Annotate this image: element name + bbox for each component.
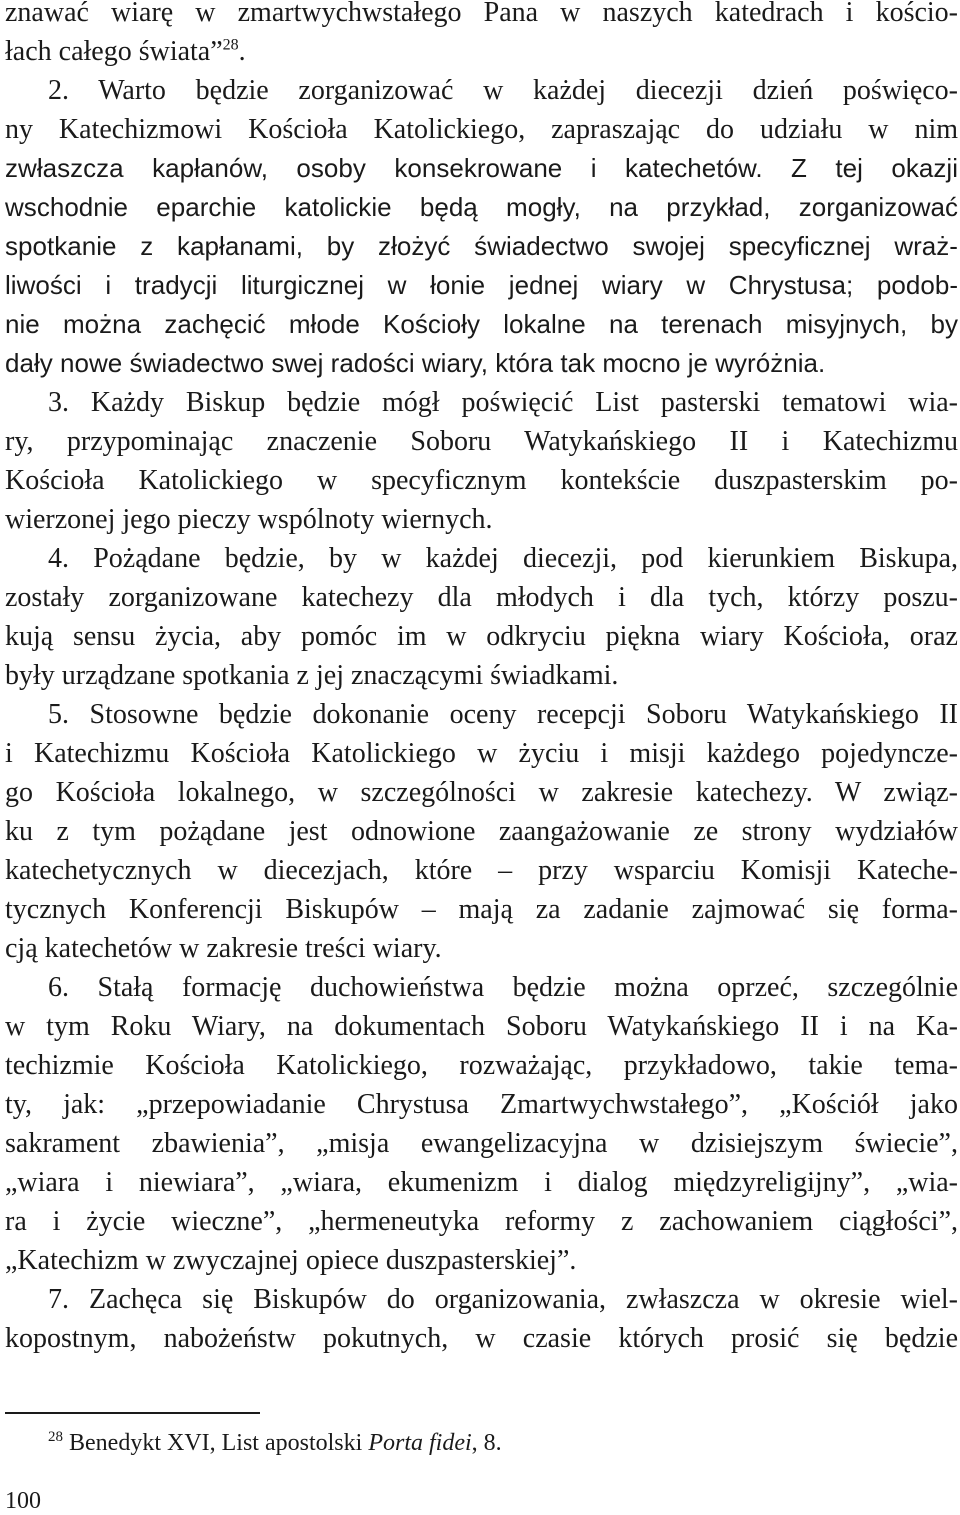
body-line: ra i życie wieczne”, „hermeneutyka reformy z zachowaniem ciągłości”, (5, 1206, 958, 1237)
body-line: tycznych Konferencji Biskupów – mają za zadanie zajmować się forma- (5, 894, 958, 925)
body-line: katechetycznych w diecezjach, które – przy wsparciu Komisji Kateche- (5, 855, 958, 886)
body-line: ny Katechizmowi Kościoła Katolickiego, zapraszając do udziału w nim (5, 114, 958, 145)
body-line: spotkanie z kapłanami, by złożyć świadectwo swojej specyficznej wraż- (5, 231, 958, 261)
footnote-text-end: , 8. (471, 1430, 502, 1456)
body-line: wierzonej jego pieczy wspólnoty wiernych. (5, 504, 493, 535)
paragraph-2-start: 2. Warto będzie zorganizować w każdej diecezji dzień poświęco- (48, 75, 958, 106)
body-line: były urządzane spotkania z jej znaczącymi świadkami. (5, 660, 619, 691)
body-line-with-footnote-ref (5, 32, 958, 71)
body-line: zostały zorganizowane katechezy dla młodych i dla tych, którzy poszu- (5, 582, 958, 613)
body-line: kopostnym, nabożeństw pokutnych, w czasie których prosić się będzie (5, 1323, 958, 1354)
sentence-end: . (238, 36, 246, 67)
body-line: w tym Roku Wiary, na dokumentach Soboru Watykańskiego II i na Ka- (5, 1011, 958, 1042)
footnote-reference[interactable]: 28 (222, 36, 239, 54)
footnote (48, 1430, 502, 1457)
body-line: nie można zachęcić młode Kościoły lokalne na terenach misyjnych, by (5, 309, 958, 339)
body-line: techizmie Kościoła Katolickiego, rozważając, przykładowo, takie tema- (5, 1050, 958, 1081)
body-line: sakrament zbawienia”, „misja ewangelizacyjna w dzisiejszym świecie”, (5, 1128, 958, 1159)
paragraph-7-start: 7. Zachęca się Biskupów do organizowania, zwłaszcza w okresie wiel- (48, 1284, 958, 1315)
body-line: go Kościoła lokalnego, w szczególności w zakresie katechezy. W związ- (5, 777, 958, 808)
body-line: „wiara i niewiara”, „wiara, ekumenizm i dialog międzyreligijny”, „wia- (5, 1167, 958, 1198)
body-line: ry, przypominając znaczenie Soboru Watykańskiego II i Katechizmu (5, 426, 958, 457)
body-line: ku z tym pożądane jest odnowione zaangażowanie ze strony wydziałów (5, 816, 958, 847)
body-line: wschodnie eparchie katolickie będą mogły, na przykład, zorganizować (5, 192, 958, 222)
body-line-text: łach całego świata (5, 36, 211, 67)
body-line: i Katechizmu Kościoła Katolickiego w życiu i misji każdego pojedyncze- (5, 738, 958, 769)
paragraph-3-start: 3. Każdy Biskup będzie mógł poświęcić List pasterski tematowi wia- (48, 387, 958, 418)
closing-quote: ” (210, 36, 223, 67)
body-line: zwłaszcza kapłanów, osoby konsekrowane i katechetów. Z tej okazji (5, 153, 958, 183)
body-line: „Katechizm w zwyczajnej opiece duszpasterskiej”. (5, 1245, 577, 1276)
paragraph-4-start: 4. Pożądane będzie, by w każdej diecezji, pod kierunkiem Biskupa, (48, 543, 958, 574)
footnote-title: Porta fidei (368, 1430, 472, 1456)
page-number: 100 (5, 1488, 41, 1514)
footnote-separator (5, 1412, 260, 1414)
body-line: znawać wiarę w zmartwychwstałego Pana w naszych katedrach i kościo- (5, 0, 958, 28)
footnote-text: Benedykt XVI, List apostolski (69, 1430, 369, 1456)
body-line: liwości i tradycji liturgicznej w łonie jednej wiary w Chrystusa; podob- (5, 270, 958, 300)
paragraph-5-start: 5. Stosowne będzie dokonanie oceny recepcji Soboru Watykańskiego II (48, 699, 958, 730)
document-body (5, 0, 958, 1358)
body-line: kują sensu życia, aby pomóc im w odkryciu piękna wiary Kościoła, oraz (5, 621, 958, 652)
body-line: dały nowe świadectwo swej radości wiary, która tak mocno je wyróżnia. (5, 348, 826, 378)
body-line: cją katechetów w zakresie treści wiary. (5, 933, 442, 964)
body-line: Kościoła Katolickiego w specyficznym kontekście duszpasterskim po- (5, 465, 958, 496)
paragraph-6-start: 6. Stałą formację duchowieństwa będzie można oprzeć, szczególnie (48, 972, 958, 1003)
footnote-number: 28 (48, 1429, 63, 1445)
body-line: ty, jak: „przepowiadanie Chrystusa Zmartwychwstałego”, „Kościół jako (5, 1089, 958, 1120)
